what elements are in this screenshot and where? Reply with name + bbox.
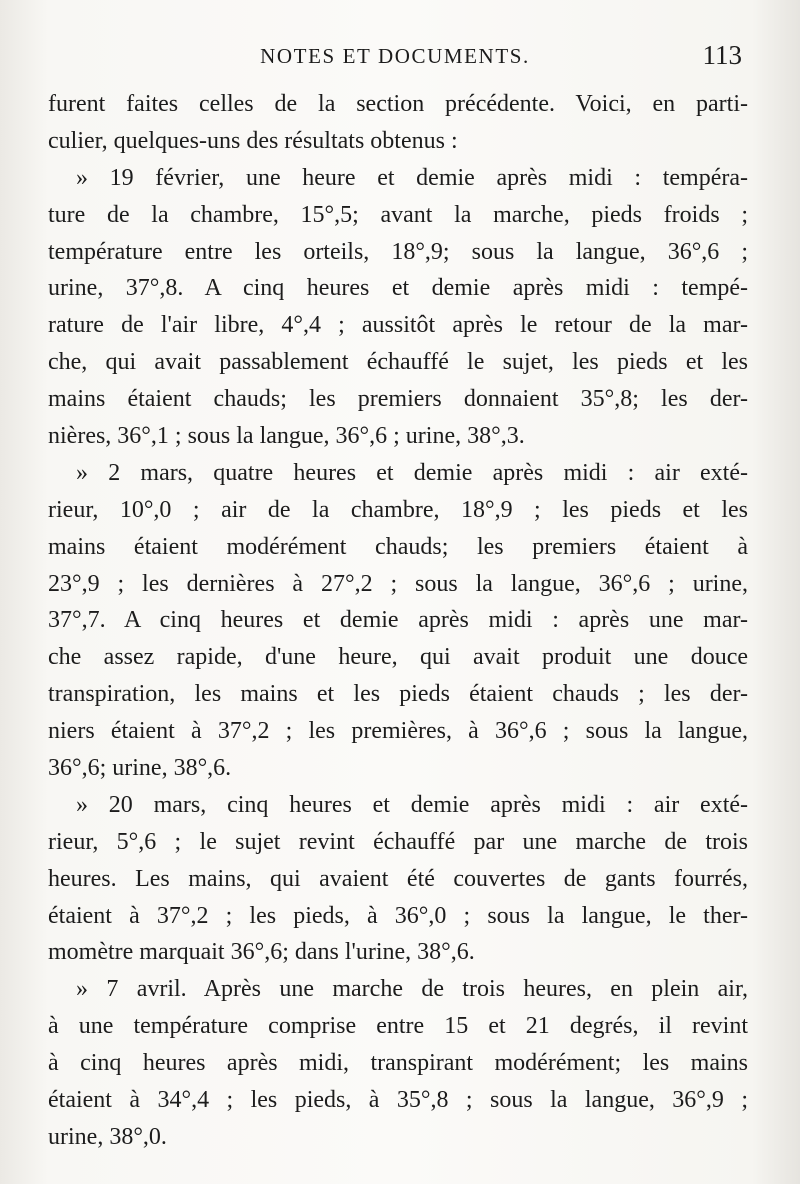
text-line: nières, 36°,1 ; sous la langue, 36°,6 ; urine, 38°,3.	[48, 423, 525, 450]
text-line: à une température comprise entre 15 et 21 degrés, il revint	[48, 1013, 748, 1040]
text-line: niers étaient à 37°,2 ; les premières, à 36°,6 ; sous la langue,	[48, 718, 748, 745]
text-line: étaient à 34°,4 ; les pieds, à 35°,8 ; sous la langue, 36°,9 ;	[48, 1087, 748, 1114]
running-head: NOTES ET DOCUMENTS.	[260, 44, 530, 68]
text-line: » 19 février, une heure et demie après midi : tempéra-	[76, 164, 748, 191]
text-line: che, qui avait passablement échauffé le sujet, les pieds et les	[48, 349, 748, 376]
text-line: 36°,6; urine, 38°,6.	[48, 755, 232, 782]
text-line: urine, 38°,0.	[48, 1123, 167, 1150]
text-line: rieur, 5°,6 ; le sujet revint échauffé par une marche de trois	[48, 828, 748, 855]
text-line: urine, 37°,8. A cinq heures et demie après midi : tempé-	[48, 275, 748, 302]
text-line: mains étaient modérément chauds; les premiers étaient à	[48, 533, 748, 560]
text-line: 37°,7. A cinq heures et demie après midi : après une mar-	[48, 607, 748, 634]
text-line: culier, quelques-uns des résultats obtenus :	[48, 127, 458, 154]
page-header	[48, 40, 742, 80]
text-line: heures. Les mains, qui avaient été couvertes de gants fourrés,	[48, 865, 748, 892]
text-line: étaient à 37°,2 ; les pieds, à 36°,0 ; sous la langue, le ther-	[48, 902, 748, 929]
text-line: » 7 avril. Après une marche de trois heures, en plein air,	[76, 976, 748, 1003]
text-line: à cinq heures après midi, transpirant modérément; les mains	[48, 1050, 748, 1077]
text-line: transpiration, les mains et les pieds étaient chauds ; les der-	[48, 681, 748, 708]
text-line: mains étaient chauds; les premiers donnaient 35°,8; les der-	[48, 386, 748, 413]
text-line: rature de l'air libre, 4°,4 ; aussitôt après le retour de la mar-	[48, 312, 748, 339]
text-line: rieur, 10°,0 ; air de la chambre, 18°,9 ; les pieds et les	[48, 496, 748, 523]
text-line: momètre marquait 36°,6; dans l'urine, 38°,6.	[48, 939, 475, 966]
text-line: che assez rapide, d'une heure, qui avait produit une douce	[48, 644, 748, 671]
text-line: furent faites celles de la section précédente. Voici, en parti-	[48, 91, 748, 117]
text-line: » 20 mars, cinq heures et demie après midi : air exté-	[76, 791, 748, 818]
text-line: ture de la chambre, 15°,5; avant la marche, pieds froids ;	[48, 201, 748, 228]
text-line: 23°,9 ; les dernières à 27°,2 ; sous la langue, 36°,6 ; urine,	[48, 570, 748, 597]
page-number: 113	[702, 40, 742, 70]
text-line: température entre les orteils, 18°,9; sous la langue, 36°,6 ;	[48, 238, 748, 265]
body-text	[48, 86, 748, 1156]
text-line: » 2 mars, quatre heures et demie après midi : air exté-	[76, 459, 748, 486]
